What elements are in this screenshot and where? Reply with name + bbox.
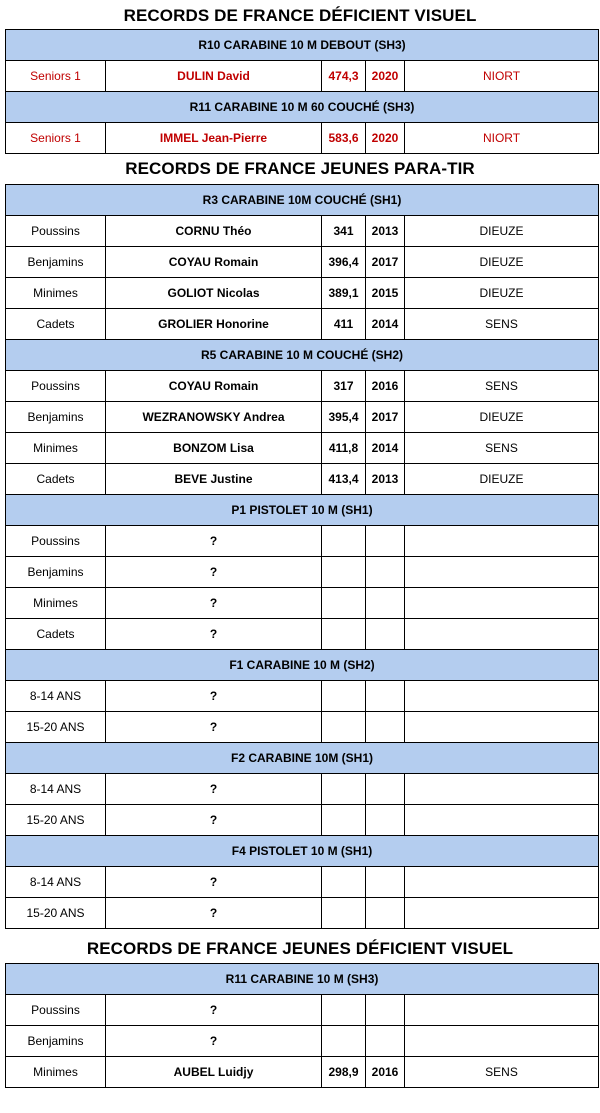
section-title: RECORDS DE FRANCE DÉFICIENT VISUEL [123, 6, 477, 25]
category-cell: Minimes [6, 1057, 106, 1088]
year-cell: 2017 [366, 402, 405, 433]
year-cell: 2013 [366, 216, 405, 247]
record-row [6, 278, 599, 309]
record-row [6, 898, 599, 929]
place-cell [405, 588, 599, 619]
place-cell: DIEUZE [405, 278, 599, 309]
place-cell [405, 1026, 599, 1057]
place-cell [405, 712, 599, 743]
year-cell: 2014 [366, 309, 405, 340]
section-title: RECORDS DE FRANCE JEUNES PARA-TIR [125, 159, 475, 178]
place-cell: DIEUZE [405, 464, 599, 495]
name-cell: COYAU Romain [106, 247, 322, 278]
place-cell [405, 681, 599, 712]
score-cell: 411 [322, 309, 366, 340]
record-row [6, 61, 599, 92]
name-cell: ? [106, 619, 322, 650]
score-cell [322, 712, 366, 743]
record-row [6, 1057, 599, 1088]
record-row [6, 464, 599, 495]
category-cell: Poussins [6, 995, 106, 1026]
year-cell [366, 995, 405, 1026]
event-header-row [6, 836, 599, 867]
event-header: R11 CARABINE 10 M (SH3) [6, 964, 599, 995]
event-header-row [6, 964, 599, 995]
category-cell: Minimes [6, 433, 106, 464]
score-cell: 411,8 [322, 433, 366, 464]
score-cell: 395,4 [322, 402, 366, 433]
name-cell: DULIN David [106, 61, 322, 92]
name-cell: ? [106, 805, 322, 836]
record-row [6, 371, 599, 402]
event-header: F4 PISTOLET 10 M (SH1) [6, 836, 599, 867]
record-row [6, 216, 599, 247]
year-cell [366, 805, 405, 836]
score-cell: 583,6 [322, 123, 366, 154]
name-cell: BEVE Justine [106, 464, 322, 495]
record-row [6, 557, 599, 588]
record-row [6, 309, 599, 340]
event-header-row [6, 743, 599, 774]
year-cell [366, 712, 405, 743]
category-cell: Minimes [6, 278, 106, 309]
category-cell: 8-14 ANS [6, 681, 106, 712]
score-cell: 413,4 [322, 464, 366, 495]
category-cell: 15-20 ANS [6, 805, 106, 836]
event-header: F2 CARABINE 10M (SH1) [6, 743, 599, 774]
place-cell [405, 774, 599, 805]
event-header: R3 CARABINE 10M COUCHÉ (SH1) [6, 185, 599, 216]
name-cell: ? [106, 867, 322, 898]
name-cell: IMMEL Jean-Pierre [106, 123, 322, 154]
record-row [6, 402, 599, 433]
place-cell [405, 526, 599, 557]
year-cell: 2020 [366, 123, 405, 154]
event-header: P1 PISTOLET 10 M (SH1) [6, 495, 599, 526]
category-cell: Seniors 1 [6, 61, 106, 92]
name-cell: ? [106, 526, 322, 557]
name-cell: ? [106, 588, 322, 619]
event-header: F1 CARABINE 10 M (SH2) [6, 650, 599, 681]
year-cell [366, 867, 405, 898]
year-cell [366, 774, 405, 805]
category-cell: 15-20 ANS [6, 898, 106, 929]
record-row [6, 774, 599, 805]
event-header-row [6, 30, 599, 61]
place-cell: NIORT [405, 123, 599, 154]
record-row [6, 247, 599, 278]
name-cell: GROLIER Honorine [106, 309, 322, 340]
record-row [6, 1026, 599, 1057]
place-cell [405, 805, 599, 836]
record-row [6, 867, 599, 898]
score-cell [322, 526, 366, 557]
event-header-row [6, 92, 599, 123]
name-cell: ? [106, 898, 322, 929]
records-page [0, 5, 600, 1088]
year-cell: 2017 [366, 247, 405, 278]
name-cell: GOLIOT Nicolas [106, 278, 322, 309]
event-header: R11 CARABINE 10 M 60 COUCHÉ (SH3) [6, 92, 599, 123]
category-cell: Cadets [6, 619, 106, 650]
place-cell [405, 995, 599, 1026]
record-row [6, 995, 599, 1026]
event-header: R5 CARABINE 10 M COUCHÉ (SH2) [6, 340, 599, 371]
category-cell: Seniors 1 [6, 123, 106, 154]
place-cell [405, 867, 599, 898]
record-row [6, 433, 599, 464]
year-cell: 2015 [366, 278, 405, 309]
place-cell: NIORT [405, 61, 599, 92]
score-cell: 396,4 [322, 247, 366, 278]
record-row [6, 805, 599, 836]
score-cell: 317 [322, 371, 366, 402]
name-cell: COYAU Romain [106, 371, 322, 402]
name-cell: ? [106, 681, 322, 712]
name-cell: ? [106, 712, 322, 743]
year-cell: 2016 [366, 1057, 405, 1088]
records-table-jeunes-visuel [5, 963, 599, 1088]
place-cell [405, 557, 599, 588]
score-cell: 389,1 [322, 278, 366, 309]
score-cell [322, 619, 366, 650]
category-cell: Benjamins [6, 557, 106, 588]
records-table-visuel [5, 29, 599, 154]
year-cell: 2014 [366, 433, 405, 464]
score-cell [322, 867, 366, 898]
section-title: RECORDS DE FRANCE JEUNES DÉFICIENT VISUEL [86, 939, 514, 958]
score-cell: 298,9 [322, 1057, 366, 1088]
name-cell: CORNU Théo [106, 216, 322, 247]
place-cell: DIEUZE [405, 216, 599, 247]
year-cell [366, 898, 405, 929]
year-cell [366, 557, 405, 588]
place-cell: SENS [405, 309, 599, 340]
record-row [6, 712, 599, 743]
score-cell [322, 898, 366, 929]
place-cell [405, 898, 599, 929]
score-cell [322, 995, 366, 1026]
place-cell: DIEUZE [405, 247, 599, 278]
score-cell [322, 557, 366, 588]
place-cell [405, 619, 599, 650]
score-cell [322, 588, 366, 619]
category-cell: Cadets [6, 464, 106, 495]
name-cell: ? [106, 1026, 322, 1057]
score-cell [322, 681, 366, 712]
event-header: R10 CARABINE 10 M DEBOUT (SH3) [6, 30, 599, 61]
year-cell [366, 526, 405, 557]
score-cell: 474,3 [322, 61, 366, 92]
category-cell: Poussins [6, 526, 106, 557]
score-cell [322, 774, 366, 805]
record-row [6, 526, 599, 557]
place-cell: SENS [405, 433, 599, 464]
category-cell: 8-14 ANS [6, 774, 106, 805]
year-cell [366, 619, 405, 650]
year-cell: 2013 [366, 464, 405, 495]
place-cell: SENS [405, 1057, 599, 1088]
place-cell: DIEUZE [405, 402, 599, 433]
category-cell: Cadets [6, 309, 106, 340]
name-cell: ? [106, 774, 322, 805]
name-cell: BONZOM Lisa [106, 433, 322, 464]
year-cell [366, 681, 405, 712]
event-header-row [6, 650, 599, 681]
name-cell: ? [106, 557, 322, 588]
category-cell: Poussins [6, 371, 106, 402]
event-header-row [6, 185, 599, 216]
category-cell: 8-14 ANS [6, 867, 106, 898]
category-cell: Benjamins [6, 247, 106, 278]
name-cell: ? [106, 995, 322, 1026]
score-cell [322, 805, 366, 836]
record-row [6, 588, 599, 619]
year-cell: 2016 [366, 371, 405, 402]
event-header-row [6, 340, 599, 371]
record-row [6, 681, 599, 712]
category-cell: 15-20 ANS [6, 712, 106, 743]
score-cell [322, 1026, 366, 1057]
score-cell: 341 [322, 216, 366, 247]
name-cell: WEZRANOWSKY Andrea [106, 402, 322, 433]
year-cell [366, 1026, 405, 1057]
record-row [6, 123, 599, 154]
category-cell: Minimes [6, 588, 106, 619]
year-cell: 2020 [366, 61, 405, 92]
records-table-jeunes-para-tir [5, 184, 599, 929]
category-cell: Benjamins [6, 402, 106, 433]
event-header-row [6, 495, 599, 526]
category-cell: Poussins [6, 216, 106, 247]
category-cell: Benjamins [6, 1026, 106, 1057]
place-cell: SENS [405, 371, 599, 402]
name-cell: AUBEL Luidjy [106, 1057, 322, 1088]
record-row [6, 619, 599, 650]
year-cell [366, 588, 405, 619]
